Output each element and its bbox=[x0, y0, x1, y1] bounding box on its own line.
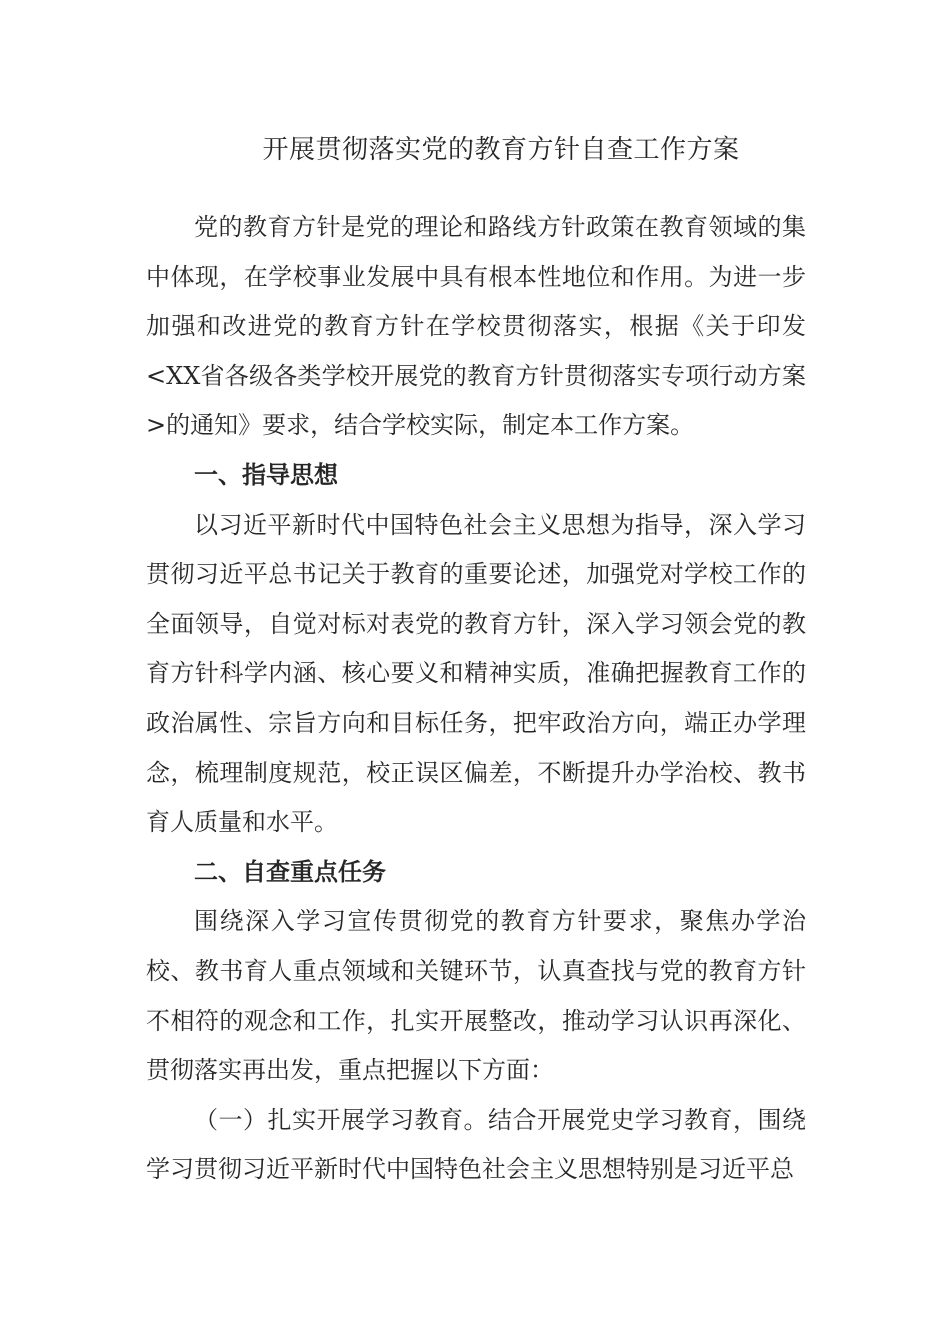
document-title: 开展贯彻落实党的教育方针自查工作方案 bbox=[262, 135, 740, 165]
section-heading-guiding-ideology: 一、指导思想 bbox=[194, 460, 338, 489]
document-body bbox=[146, 203, 806, 1195]
key-tasks-paragraph: 围绕深入学习宣传贯彻党的教育方针要求，聚焦办学治校、教书育人重点领域和关键环节，认真查找与党的教育方针不相符的观念和工作，扎实开展整改，推动学习认识再深化、贯彻落实再出发，重点把握以下方面： bbox=[146, 907, 806, 1085]
task-item-1-paragraph: （一）扎实开展学习教育。结合开展党史学习教育，围绕学习贯彻习近平新时代中国特色社会主义思想特别是习近平总 bbox=[146, 1105, 806, 1184]
intro-paragraph: 党的教育方针是党的理论和路线方针政策在教育领域的集中体现，在学校事业发展中具有根本性地位和作用。为进一步加强和改进党的教育方针在学校贯彻落实，根据《关于印发<XX省各级各类学校开展党的教育方针贯彻落实专项行动方案>的通知》要求，结合学校实际，制定本工作方案。 bbox=[146, 213, 806, 440]
section-heading-key-tasks: 二、自查重点任务 bbox=[194, 857, 386, 886]
guiding-ideology-paragraph: 以习近平新时代中国特色社会主义思想为指导，深入学习贯彻习近平总书记关于教育的重要论述，加强党对学校工作的全面领导，自觉对标对表党的教育方针，深入学习领会党的教育方针科学内涵、核心要义和精神实质，准确把握教育工作的政治属性、宗旨方向和目标任务，把牢政治方向，端正办学理念，梳理制度规范，校正误区偏差，不断提升办学治校、教书育人质量和水平。 bbox=[146, 510, 806, 837]
